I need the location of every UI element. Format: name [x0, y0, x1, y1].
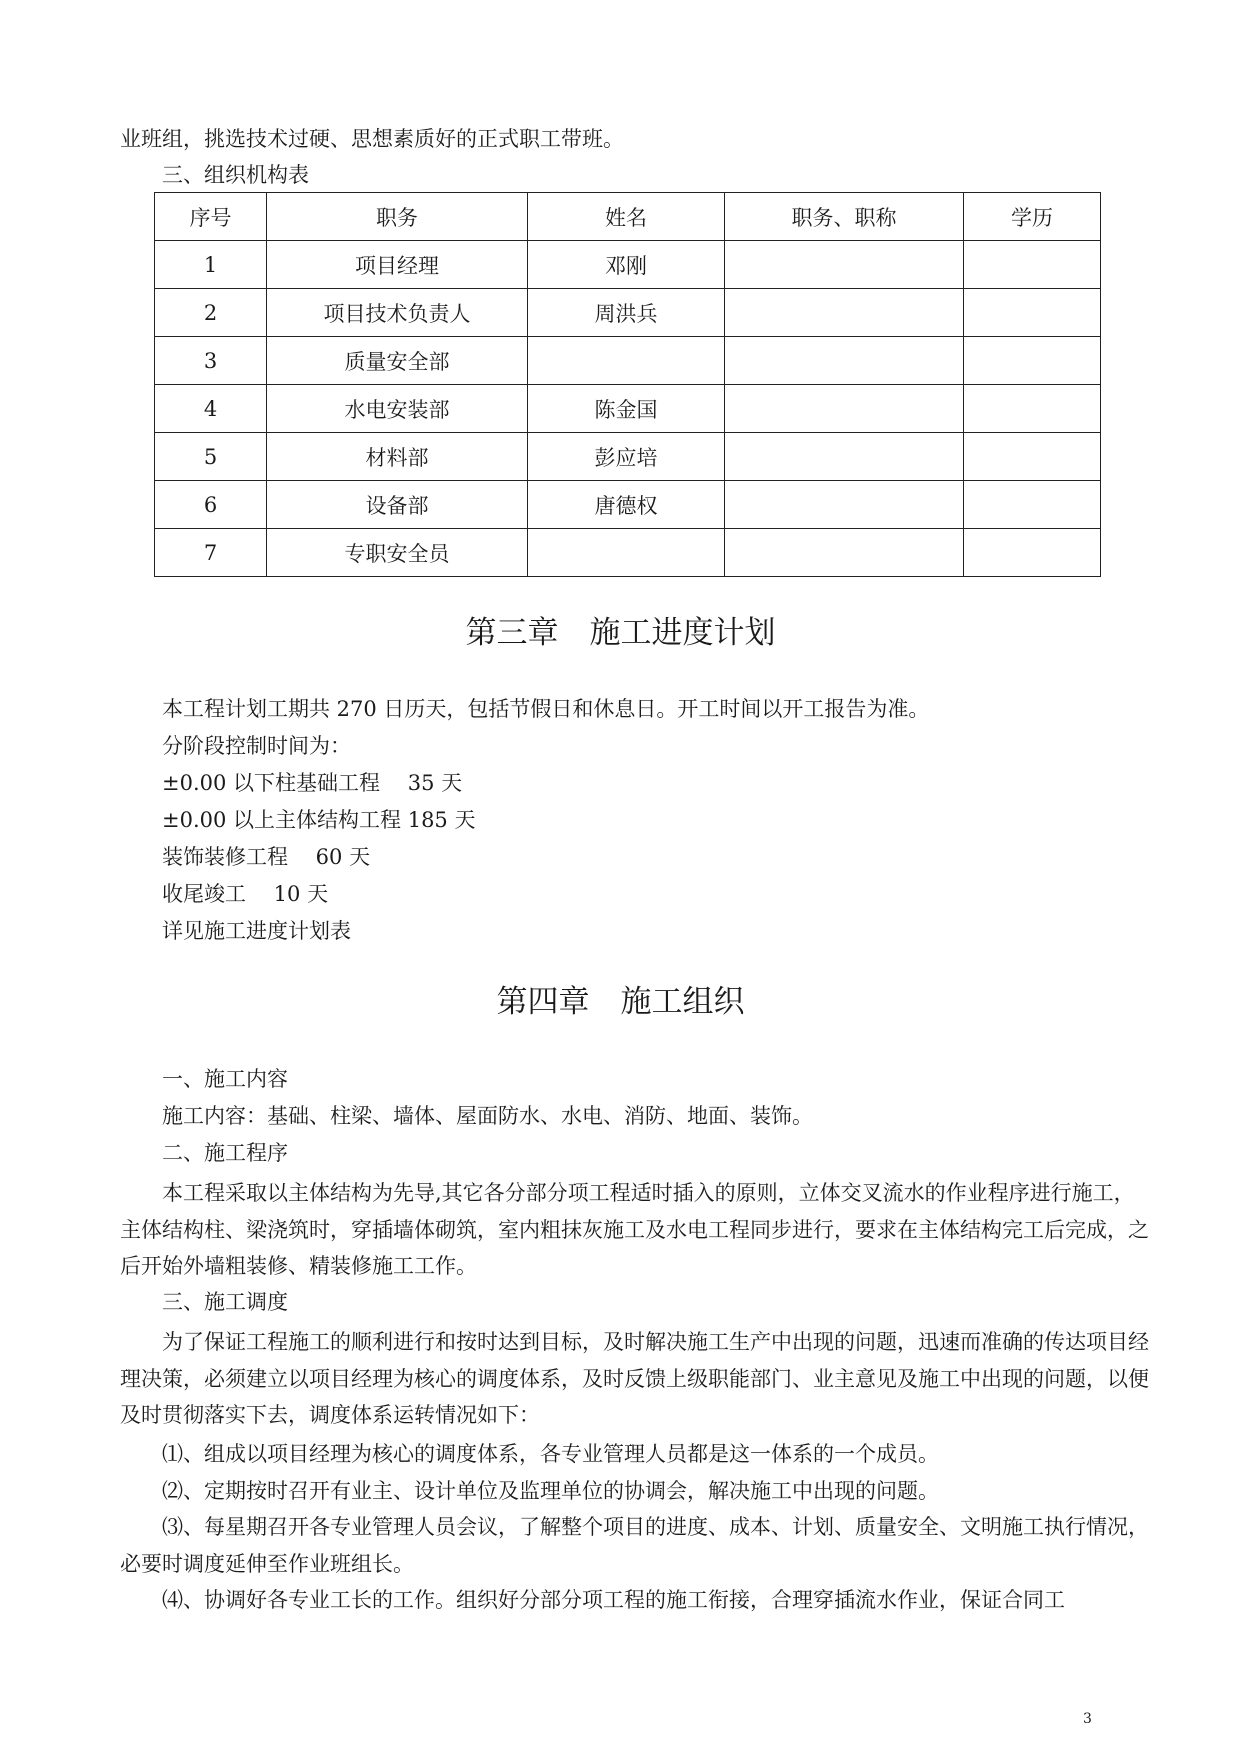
org-section-title: 三、组织机构表: [162, 163, 309, 187]
paragraph-text: 为了保证工程施工的顺利进行和按时达到目标，及时解决施工生产中出现的问题，迅速而准确的传达项目经理决策，必须建立以项目经理为核心的调度体系，及时反馈上级职能部门、业主意见及施工中出现的问题，以便及时贯彻落实下去，调度体系运转情况如下：: [120, 1330, 1149, 1427]
section-paragraph: [120, 1175, 1150, 1285]
table-cell: [528, 529, 725, 577]
section-paragraph: [120, 1324, 1150, 1434]
table-cell: 质量安全部: [267, 337, 528, 385]
table-cell: 7: [155, 529, 267, 577]
section-title: 一、施工内容: [162, 1067, 288, 1091]
section-title: 二、施工程序: [162, 1141, 288, 1165]
table-cell: [964, 529, 1101, 577]
table-cell: 专职安全员: [267, 529, 528, 577]
dispatch-items: [120, 1436, 1150, 1619]
table-cell: [964, 289, 1101, 337]
table-cell: [528, 337, 725, 385]
chapter4-title: 第四章 施工组织: [496, 984, 745, 1020]
table-cell: 水电安装部: [267, 385, 528, 433]
table-row: [155, 289, 1101, 337]
table-cell: 材料部: [267, 433, 528, 481]
page-number: 3: [1083, 1711, 1092, 1727]
table-cell: 彭应培: [528, 433, 725, 481]
table-cell: [725, 385, 964, 433]
table-cell: [964, 385, 1101, 433]
table-cell: [725, 433, 964, 481]
table-cell: [725, 481, 964, 529]
list-item: ⑷、协调好各专业工长的工作。组织好分部分项工程的施工衔接，合理穿插流水作业，保证合同工: [162, 1588, 1065, 1612]
schedule-line: 收尾竣工 10 天: [162, 882, 329, 906]
table-cell: 4: [155, 385, 267, 433]
table-cell: 项目经理: [267, 241, 528, 289]
section-title: 三、施工调度: [162, 1290, 288, 1314]
table-row: [155, 433, 1101, 481]
table-cell: 6: [155, 481, 267, 529]
table-cell: [725, 529, 964, 577]
table-cell: 项目技术负责人: [267, 289, 528, 337]
table-cell: 5: [155, 433, 267, 481]
table-cell: [964, 337, 1101, 385]
header-cell: 序号: [155, 193, 267, 241]
header-cell: 职务、职称: [725, 193, 964, 241]
schedule-line: 本工程计划工期共 270 日历天，包括节假日和休息日。开工时间以开工报告为准。: [162, 697, 930, 721]
table-cell: 邓刚: [528, 241, 725, 289]
schedule-line: ±0.00 以下柱基础工程 35 天: [162, 771, 463, 795]
table-row: [155, 337, 1101, 385]
chapter3-title: 第三章 施工进度计划: [465, 615, 776, 651]
table-cell: 3: [155, 337, 267, 385]
table-cell: [725, 337, 964, 385]
table-cell: 1: [155, 241, 267, 289]
header-cell: 学历: [964, 193, 1101, 241]
schedule-line: 分阶段控制时间为：: [162, 734, 351, 758]
org-table: [154, 192, 1101, 577]
section-text: 施工内容：基础、柱梁、墙体、屋面防水、水电、消防、地面、装饰。: [162, 1104, 813, 1128]
list-item: ⑶、每星期召开各专业管理人员会议，了解整个项目的进度、成本、计划、质量安全、文明施工执行情况，必要时调度延伸至作业班组长。: [120, 1515, 1149, 1576]
table-cell: 唐德权: [528, 481, 725, 529]
list-item: ⑴、组成以项目经理为核心的调度体系，各专业管理人员都是这一体系的一个成员。: [162, 1442, 939, 1466]
table-row: [155, 385, 1101, 433]
schedule-line: ±0.00 以上主体结构工程 185 天: [162, 808, 476, 832]
table-cell: [964, 241, 1101, 289]
table-row: [155, 529, 1101, 577]
paragraph-text: 本工程采取以主体结构为先导,其它各分部分项工程适时插入的原则，立体交叉流水的作业程序进行施工，主体结构柱、梁浇筑时，穿插墙体砌筑，室内粗抹灰施工及水电工程同步进行，要求在主体结构完工后完成，之后开始外墙粗装修、精装修施工工作。: [120, 1181, 1149, 1278]
table-header-row: [155, 193, 1101, 241]
table-cell: 设备部: [267, 481, 528, 529]
table-cell: [725, 241, 964, 289]
table-cell: [964, 481, 1101, 529]
table-cell: 2: [155, 289, 267, 337]
intro-line: 业班组，挑选技术过硬、思想素质好的正式职工带班。: [120, 127, 624, 151]
header-cell: 姓名: [528, 193, 725, 241]
header-cell: 职务: [267, 193, 528, 241]
table-cell: 周洪兵: [528, 289, 725, 337]
table-cell: 陈金国: [528, 385, 725, 433]
table-row: [155, 241, 1101, 289]
schedule-line: 装饰装修工程 60 天: [162, 845, 371, 869]
list-item: ⑵、定期按时召开有业主、设计单位及监理单位的协调会，解决施工中出现的问题。: [162, 1478, 939, 1503]
schedule-line: 详见施工进度计划表: [162, 919, 351, 943]
table-row: [155, 481, 1101, 529]
table-cell: [725, 289, 964, 337]
table-cell: [964, 433, 1101, 481]
